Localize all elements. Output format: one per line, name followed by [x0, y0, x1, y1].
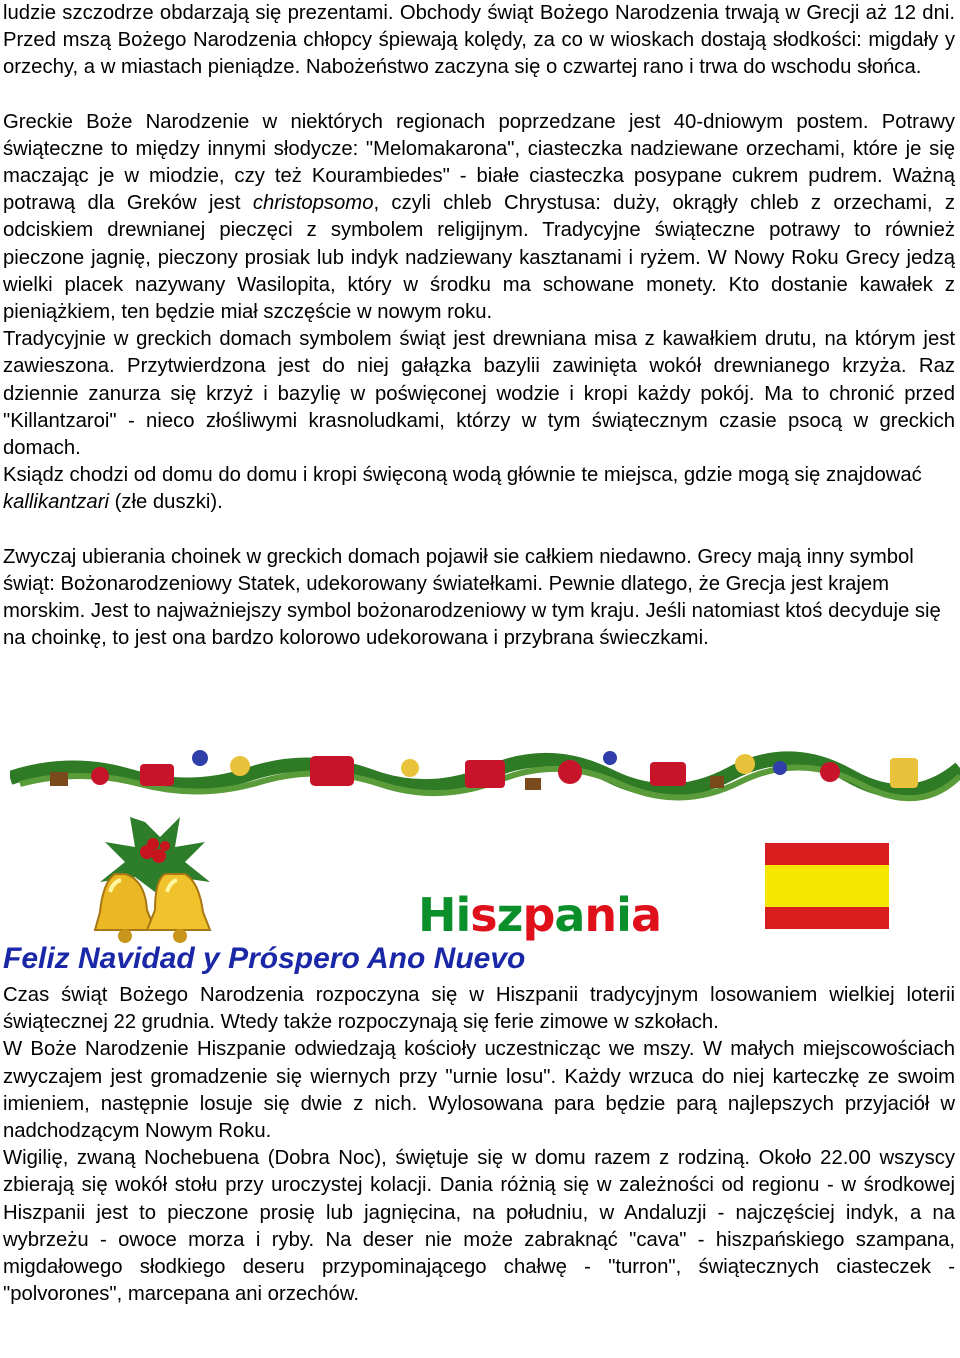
spain-paragraph-3: Wigilię, zwaną Nochebuena (Dobra Noc), świętuje się w domu razem z rodziną. Około 22.00 wszyscy zbierają się wokół stołu przy uroczystej kolacji. Dania różnią się w zależności od regionu - w środkowej Hiszpanii jest to pieczone prosię lub jagnięcina, na południu, w Andaluzji - najczęściej indyk, a na wybrzeżu - owoce morza i ryby. Na deser nie może zabraknąć "cava" - hiszpańskiego szampana, migdałowego słodkiego deseru przypominającego chałwę - "turron", świątecznych ciasteczek - "polvorones", marcepana ani orzechów.: [3, 1147, 955, 1306]
christopsomo-term: christopsomo: [252, 192, 374, 215]
spain-greeting: Feliz Navidad y Próspero Ano Nuevo: [3, 942, 526, 975]
greece-paragraph-4: [3, 462, 955, 516]
title-part-5: a: [554, 888, 585, 942]
greece-paragraph-2-end: , czyli chleb Chrystusa: duży, okrągły chleb z orzechami, z odciskiem drewnianej pieczęci z symbolem religijnym. Tradycyjne świąteczne potrawy to również pieczone jagnię, pieczony prosiak lub indyk nadziewany kasztanami i ryżem. W Nowy Roku Grecy jedzą wielki placek nazywany Wasilopita, który w środku ma schowane monety. Kto dostanie kawałek z pieniążkiem, ten będzie miał szczęście w nowym roku.: [3, 192, 955, 324]
title-part-6: n: [584, 888, 617, 942]
greece-paragraph-5: Zwyczaj ubierania choinek w greckich domach pojawił sie całkiem niedawno. Grecy mają inny symbol świąt: Bożonarodzeniowy Statek, udekorowany światełkami. Pewnie dlatego, że Grecja jest krajem morskim. Jest to najważniejszy symbol bożonarodzeniowy w tym kraju. Jeśli natomiast ktoś decyduje się na choinkę, to jest ona bardzo kolorowo udekorowana i przybrana świeczkami.: [3, 545, 941, 650]
title-part-3: z: [496, 888, 523, 942]
spain-section: [3, 940, 955, 1308]
christmas-garland-image: [10, 738, 960, 806]
spain-title: [418, 885, 661, 945]
greece-paragraph-4-start: Ksiądz chodzi od domu do domu i kropi święconą wodą głównie te miejsca, gdzie mogą się znajdować: [3, 464, 922, 487]
kallikantzari-term: kallikantzari: [3, 491, 109, 514]
christmas-bells-image: [85, 812, 220, 950]
greece-section: [3, 0, 955, 652]
greece-paragraph-1: ludzie szczodrze obdarzają się prezentami. Obchody świąt Bożego Narodzenia trwają w Grecji aż 12 dni. Przed mszą Bożego Narodzenia chłopcy śpiewają kolędy, za co w wioskach dostają słodkości: migdały y orzechy, a w miastach pieniądze. Nabożeństwo zaczyna się o czwartej rano i trwa do wschodu słońca.: [3, 2, 955, 79]
title-part-7: i: [616, 888, 631, 942]
greece-paragraph-2: [3, 109, 955, 327]
title-part-1: Hi: [418, 888, 471, 942]
title-part-8: a: [630, 888, 661, 942]
spain-flag-image: [765, 843, 889, 929]
greece-paragraph-4-end: (złe duszki).: [108, 491, 223, 514]
spain-paragraph-1: Czas świąt Bożego Narodzenia rozpoczyna się w Hiszpanii tradycyjnym losowaniem wielkiej loterii świątecznej 22 grudnia. Wtedy także rozpoczynają się ferie zimowe w szkołach.: [3, 984, 955, 1034]
greece-paragraph-3: Tradycyjnie w greckich domach symbolem świąt jest drewniana misa z kawałkiem drutu, na którym jest zawieszona. Przytwierdzona jest do niej gałązka bazylii zawinięta wokół drewnianego krzyża. Raz dziennie zanurza się krzyż i bazylię w poświęconej wodzie i kropi każdy pokój. Ma to chronić przed "Killantzaroi" - nieco złośliwymi krasnoludkami, którzy w tym świątecznym czasie psocą w greckich domach.: [3, 328, 955, 460]
spain-paragraph-2: W Boże Narodzenie Hiszpanie odwiedzają kościoły uczestnicząc we mszy. W małych miejscowościach zwyczajem jest gromadzenie się wiernych przy "urnie losu". Każdy wrzuca do niej karteczkę ze swoim imieniem, następnie losuje się dwie z nich. Wylosowana para będzie parą najlepszych przyjaciół w nadchodzącym Nowym Roku.: [3, 1038, 955, 1143]
title-part-4: p: [522, 888, 555, 942]
title-part-2: s: [470, 888, 497, 942]
greece-paragraph-2-start: Greckie Boże Narodzenie w niektórych regionach poprzedzane jest 40-dniowym postem. Potrawy świąteczne to między innymi słodycze: "Melomakarona", ciasteczka nadziewane orzechami, które je się maczając je w miodzie, czy też Kourambiedes" - białe ciasteczka posypane cukrem pudrem. Ważną potrawą dla Greków jest: [3, 110, 955, 215]
